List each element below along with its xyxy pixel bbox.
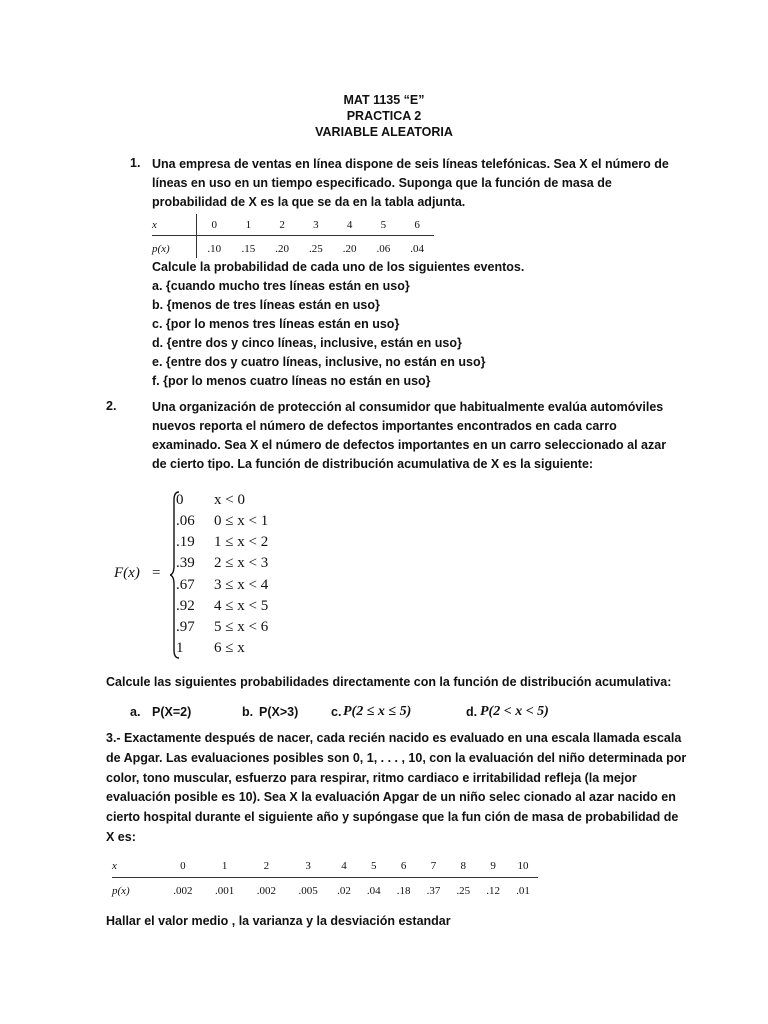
document-header	[0, 92, 768, 140]
topic-title: VARIABLE ALEATORIA	[315, 125, 453, 139]
cdf-value: 1	[176, 640, 184, 656]
table-cell: .18	[396, 885, 411, 897]
table-row	[112, 878, 538, 901]
problem2-line: nuevos reporta el número de defectos importantes encontrados en cada carro	[152, 419, 617, 433]
table-cell: .20	[342, 243, 357, 255]
practice-title: PRACTICA 2	[346, 109, 422, 123]
problem2-number: 2.	[106, 399, 117, 413]
list-item: e. {entre dos y cuatro líneas, inclusive, no están en uso}	[152, 355, 486, 369]
cdf-piecewise	[114, 490, 314, 660]
table-cell: .25	[456, 885, 471, 897]
table-cell: 0	[162, 855, 204, 878]
table-cell: .15	[241, 243, 256, 255]
problem1-number: 1.	[130, 156, 141, 170]
problem2-statement	[152, 398, 752, 474]
table-cell: 10	[508, 855, 538, 878]
table-cell: 7	[419, 855, 449, 878]
table-row	[112, 855, 538, 878]
course-code: MAT 1135 “E”	[343, 93, 425, 107]
table-cell: .10	[207, 243, 222, 255]
table-cell: 0	[197, 214, 232, 236]
list-item: c. {por lo menos tres líneas están en uso}	[152, 317, 400, 331]
cdf-condition: 0 ≤ x < 1	[214, 513, 269, 529]
list-item: d. {entre dos y cinco líneas, inclusive, están en uso}	[152, 336, 462, 350]
problem3-line: color, tono muscular, esfuerzo para respirar, ritmo cardiaco e irritabilidad refleja (la mejor	[106, 770, 637, 785]
problem1-prompt: Calcule la probabilidad de cada uno de los siguientes eventos.	[152, 260, 525, 274]
x-label: x	[112, 855, 162, 878]
table-cell: .005	[298, 885, 318, 897]
table-cell: .02	[337, 885, 351, 897]
table-cell: 1	[204, 855, 246, 878]
problem1-line: probabilidad de X es la que se da en la tabla adjunta.	[152, 195, 466, 209]
cdf-row	[176, 638, 316, 659]
problem3-line: cierto hospital durante el siguiente año y supóngase que la fun ción de masa de probabilidad de	[106, 810, 679, 825]
table-cell: .002	[173, 885, 193, 897]
cdf-value: .92	[176, 598, 195, 614]
table-cell: 8	[448, 855, 478, 878]
problem2-line: de cierto tipo. La función de distribución acumulativa de X es la siguiente:	[152, 457, 594, 471]
table-cell: .04	[366, 885, 381, 897]
problem3-line: de Apgar. Las evaluaciones posibles son 0, 1, . . . , 10, con la evaluación del niño determinada por	[106, 750, 687, 765]
table-cell: .001	[215, 885, 235, 897]
problem1-statement	[152, 155, 752, 212]
table-cell: 3	[299, 214, 333, 236]
cdf-condition: 2 ≤ x < 3	[214, 555, 269, 571]
cdf-lhs: F(x)	[114, 565, 140, 581]
table-cell: 4	[333, 214, 367, 236]
cdf-condition: x < 0	[214, 492, 245, 508]
cdf-row	[176, 490, 316, 511]
problem3-line: X es:	[106, 829, 136, 844]
option-text: P(2 < x < 5)	[480, 704, 549, 719]
option-text: P(X=2)	[152, 705, 192, 719]
table-cell: .002	[256, 885, 277, 897]
option-label: d.	[466, 705, 478, 719]
table-cell: 5	[366, 214, 400, 236]
problem2-options	[0, 702, 768, 722]
problem2-prompt: Calcule las siguientes probabilidades directamente con la función de distribución acumulativa:	[106, 675, 672, 689]
cdf-condition: 3 ≤ x < 4	[214, 577, 269, 593]
cdf-value: .06	[176, 513, 195, 529]
table-cell: 3	[287, 855, 329, 878]
option-text: P(2 ≤ x ≤ 5)	[343, 704, 412, 719]
list-item: f. {por lo menos cuatro líneas no están en uso}	[152, 374, 431, 388]
cdf-condition: 6 ≤ x	[214, 640, 245, 656]
cdf-equals: =	[152, 565, 161, 581]
table-cell: .20	[275, 243, 289, 255]
table-cell: .37	[426, 885, 441, 897]
table-cell: 2	[246, 855, 288, 878]
problem3-statement	[106, 729, 766, 848]
cdf-row	[176, 532, 316, 553]
table-row	[152, 236, 434, 259]
option-label: c.	[331, 705, 342, 719]
list-item: a. {cuando mucho tres líneas están en uso}	[152, 279, 410, 293]
option-label: b.	[242, 705, 254, 719]
cdf-value: .19	[176, 534, 195, 550]
table-cell: .01	[516, 885, 530, 897]
cdf-value: .39	[176, 555, 195, 571]
table-cell: 6	[389, 855, 419, 878]
cdf-row	[176, 617, 316, 638]
table-cell: .25	[308, 243, 323, 255]
cdf-condition: 1 ≤ x < 2	[214, 534, 269, 550]
problem3-prompt: Hallar el valor medio , la varianza y la desviación estandar	[106, 914, 451, 928]
problem2-line: Una organización de protección al consumidor que habitualmente evalúa automóviles	[152, 400, 664, 414]
table-cell: .12	[486, 885, 500, 897]
problem1-events	[152, 258, 752, 391]
table-cell: .06	[376, 243, 391, 255]
list-item: b. {menos de tres líneas están en uso}	[152, 298, 380, 312]
problem2-line: examinado. Sea X el número de defectos importantes en un carro seleccionado al azar	[152, 438, 667, 452]
cdf-value: 0	[176, 492, 184, 508]
problem1-line: Una empresa de ventas en línea dispone de seis líneas telefónicas. Sea X el número de	[152, 157, 669, 171]
table-cell: 2	[265, 214, 299, 236]
problem3-pmf-table	[112, 855, 538, 900]
table-cell: 4	[329, 855, 359, 878]
table-cell: 6	[400, 214, 434, 236]
cdf-value: .67	[176, 577, 195, 593]
table-cell: 9	[478, 855, 508, 878]
cdf-condition: 4 ≤ x < 5	[214, 598, 269, 614]
table-row	[152, 214, 434, 236]
table-cell: 5	[359, 855, 389, 878]
cdf-row	[176, 553, 316, 574]
problem1-pmf-table	[152, 214, 434, 258]
cdf-row	[176, 575, 316, 596]
p-label: p(x)	[112, 885, 130, 897]
table-cell: 1	[231, 214, 265, 236]
x-label: x	[152, 214, 197, 236]
problem1-line: líneas en uso en un tiempo especificado. Suponga que la función de masa de	[152, 176, 612, 190]
cdf-row	[176, 511, 316, 532]
problem3-line: evaluación posible es 10). Sea X la evaluación Apgar de un niño selec cionado al azar nacido en	[106, 790, 676, 805]
cdf-row	[176, 596, 316, 617]
problem3-line: 3.- Exactamente después de nacer, cada recién nacido es evaluado en una escala llamada escala	[106, 731, 682, 745]
option-label: a.	[130, 705, 141, 719]
option-text: P(X>3)	[259, 705, 299, 719]
cdf-condition: 5 ≤ x < 6	[214, 619, 269, 635]
table-cell: .04	[410, 243, 424, 255]
cdf-value: .97	[176, 619, 195, 635]
p-label: p(x)	[152, 236, 197, 259]
